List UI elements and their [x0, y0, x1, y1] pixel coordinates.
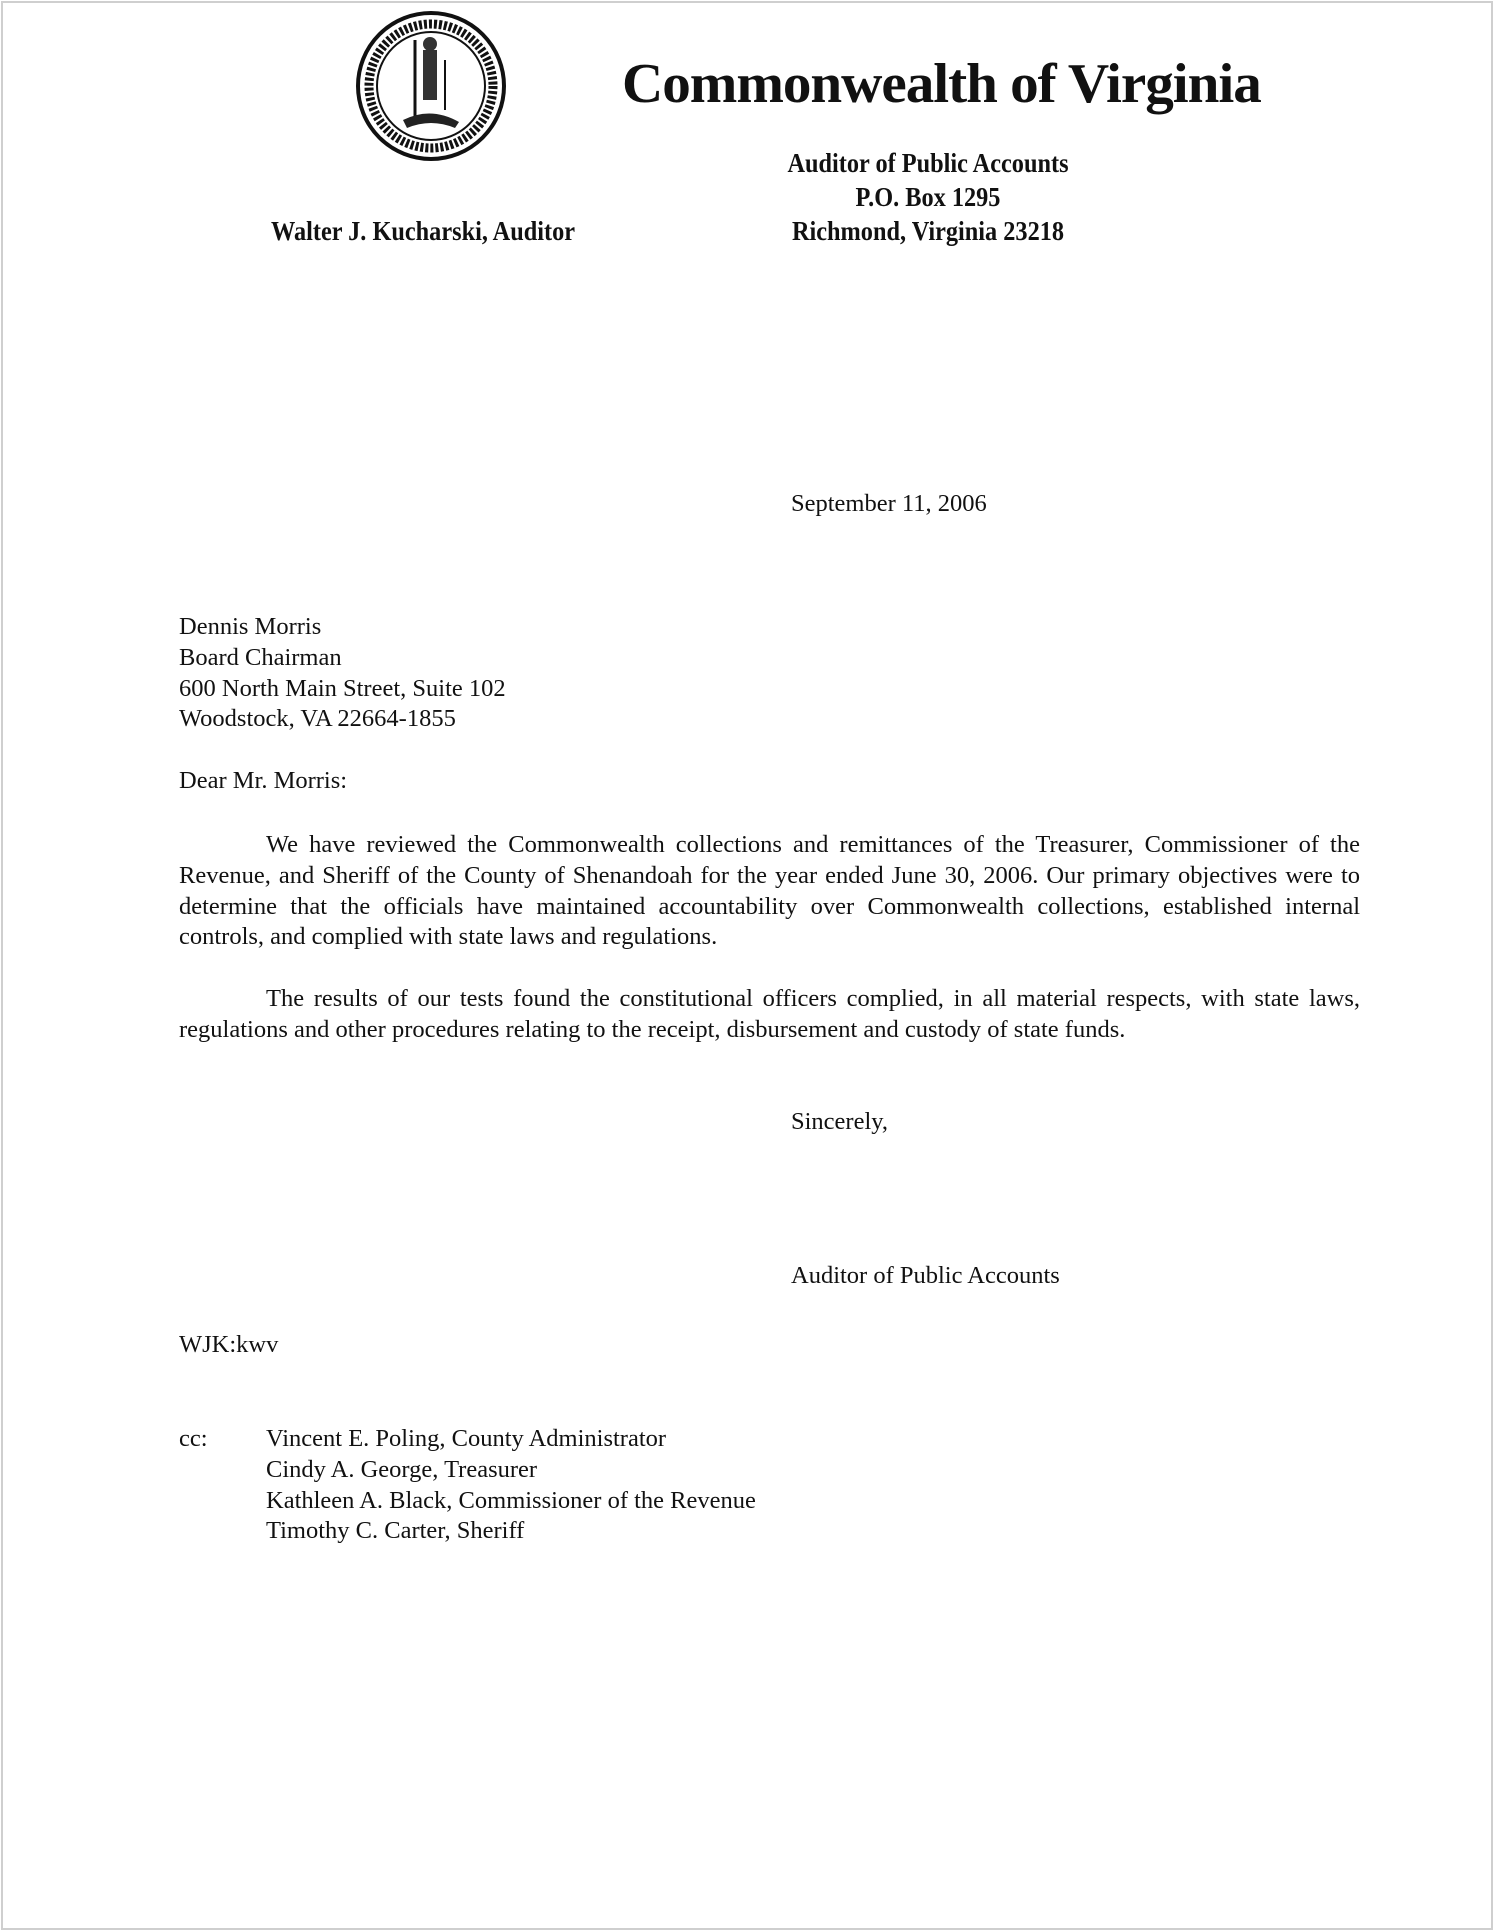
- cc-item: Vincent E. Poling, County Administrator: [266, 1425, 667, 1452]
- body-paragraph: The results of our tests found the constitutional officers complied, in all material respects, with state laws, regulations and other procedures relating to the receipt, disbursement and custody of state funds.: [179, 985, 1360, 1043]
- recipient-line: Dennis Morris: [179, 613, 322, 640]
- salutation: Dear Mr. Morris:: [179, 767, 348, 794]
- cc-item: Cindy A. George, Treasurer: [266, 1455, 538, 1483]
- recipient-address: [179, 612, 506, 735]
- office-name: Auditor of Public Accounts: [787, 148, 1069, 178]
- recipient-line: 600 North Main Street, Suite 102: [179, 674, 506, 702]
- auditor-name: Walter J. Kucharski, Auditor: [271, 216, 576, 246]
- typist-initials: WJK:kwv: [179, 1331, 279, 1358]
- cc-item: Kathleen A. Black, Commissioner of the Revenue: [266, 1486, 756, 1514]
- recipient-line: Woodstock, VA 22664-1855: [179, 705, 456, 733]
- cc-list: [266, 1424, 756, 1547]
- recipient-line: Board Chairman: [179, 643, 342, 671]
- letterhead-title: Commonwealth of Virginia: [622, 53, 1261, 115]
- closing: Sincerely,: [791, 1108, 889, 1135]
- signature-title: Auditor of Public Accounts: [791, 1262, 1060, 1289]
- body-paragraph: We have reviewed the Commonwealth collections and remittances of the Treasurer, Commissioner of the Revenue, and Sheriff of the County of Shenandoah for the year ended June 30, 2006. Our primary objectives were to determine that the officials have maintained accountability over Commonwealth collections, established internal controls, and complied with state laws and regulations.: [179, 831, 1360, 951]
- letter-date: September 11, 2006: [791, 490, 987, 517]
- po-box: P.O. Box 1295: [855, 182, 1001, 212]
- page-border: [1, 1, 1493, 1930]
- city-address: Richmond, Virginia 23218: [791, 216, 1065, 246]
- cc-item: Timothy C. Carter, Sheriff: [266, 1517, 525, 1545]
- cc-label: cc:: [179, 1425, 208, 1452]
- virginia-seal-icon: [355, 10, 507, 162]
